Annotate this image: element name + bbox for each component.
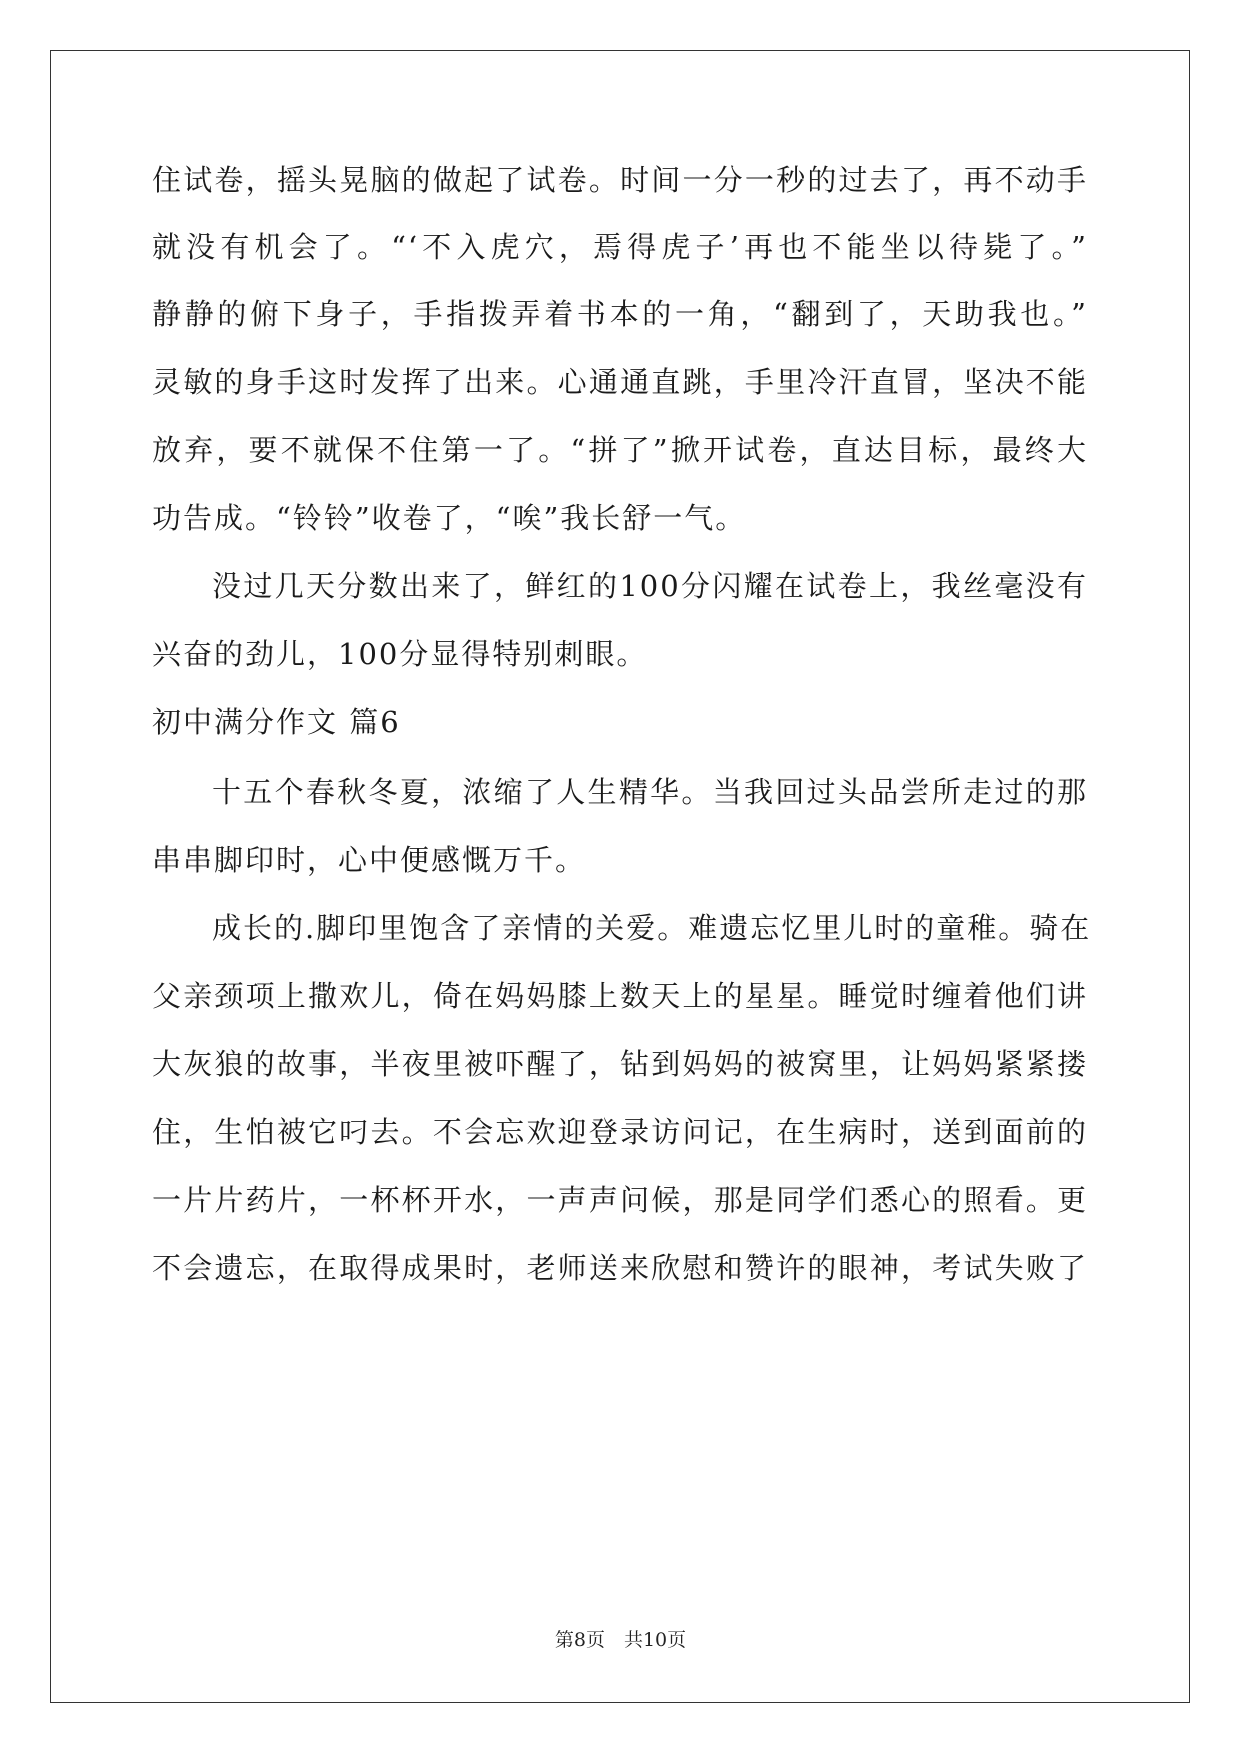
text-line: 父亲颈项上撒欢儿，倚在妈妈膝上数天上的星星。睡觉时缠着他们讲 <box>152 979 1088 1013</box>
page-number-label: 第8页 共10页 <box>554 1629 687 1651</box>
text-line: 就没有机会了。“‘不入虎穴，焉得虎子’再也不能坐以待毙了。” <box>152 230 1088 264</box>
text-line: 兴奋的劲儿，100分显得特别刺眼。 <box>152 637 648 671</box>
text-line: 一片片药片，一杯杯开水，一声声问候，那是同学们悉心的照看。更 <box>152 1183 1088 1217</box>
text-line: 放弃，要不就保不住第一了。“拼了”掀开试卷，直达目标，最终大 <box>152 433 1088 467</box>
text-line: 没过几天分数出来了，鲜红的100分闪耀在试卷上，我丝毫没有 <box>212 569 1088 603</box>
text-line: 灵敏的身手这时发挥了出来。心通通直跳，手里冷汗直冒，坚决不能 <box>152 365 1088 399</box>
text-line: 静静的俯下身子，手指拨弄着书本的一角，“翻到了，天助我也。” <box>152 297 1088 331</box>
text-line: 初中满分作文 篇6 <box>152 705 401 739</box>
text-line: 住，生怕被它叼去。不会忘欢迎登录访问记，在生病时，送到面前的 <box>152 1115 1088 1149</box>
text-line: 不会遗忘，在取得成果时，老师送来欣慰和赞许的眼神，考试失败了 <box>152 1251 1088 1285</box>
page-footer <box>0 1628 1241 1652</box>
text-line: 十五个春秋冬夏，浓缩了人生精华。当我回过头品尝所走过的那 <box>212 775 1088 809</box>
text-line: 成长的.脚印里饱含了亲情的关爱。难遗忘忆里儿时的童稚。骑在 <box>212 911 1092 945</box>
text-line: 大灰狼的故事，半夜里被吓醒了，钻到妈妈的被窝里，让妈妈紧紧搂 <box>152 1047 1088 1081</box>
text-line: 串串脚印时，心中便感慨万千。 <box>152 843 587 877</box>
text-line: 住试卷，摇头晃脑的做起了试卷。时间一分一秒的过去了，再不动手 <box>152 163 1088 197</box>
text-line: 功告成。“铃铃”收卷了，“唉”我长舒一气。 <box>152 501 747 535</box>
